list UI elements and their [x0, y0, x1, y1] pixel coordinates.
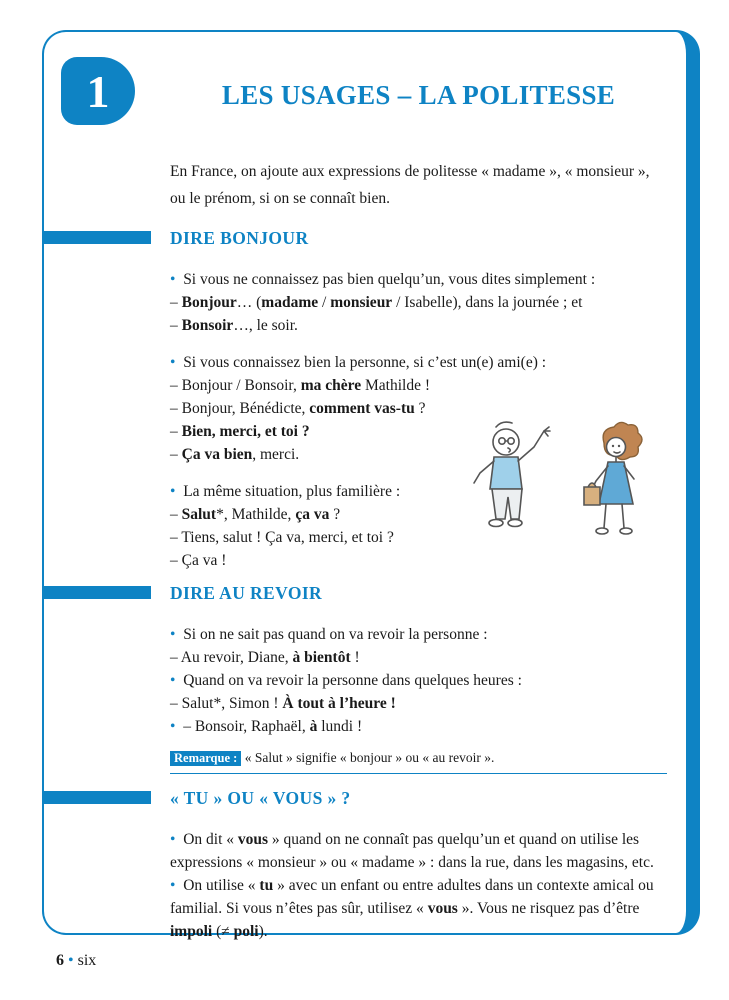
- section-heading-bar: [44, 586, 151, 599]
- remark-label: Remarque :: [170, 751, 241, 766]
- text-line: • On dit « vous » quand on ne connaît pas quelqu’un et quand on utilise les expressions « monsieur » ou « madame » : dans la rue, dans les magasins, etc.: [170, 831, 654, 871]
- bullet-icon: •: [170, 877, 184, 894]
- page-number-word: six: [77, 952, 97, 969]
- text-line: • Quand on va revoir la personne dans quelques heures :: [170, 672, 522, 689]
- text-line: – Bonjour… (madame / monsieur / Isabelle), dans la journée ; et: [170, 294, 583, 311]
- bullet-icon: •: [170, 626, 184, 643]
- chapter-number-tab: [61, 57, 135, 125]
- section-body: [170, 623, 667, 774]
- text-line: – Bonsoir…, le soir.: [170, 317, 298, 334]
- text-line: – Bonjour, Bénédicte, comment vas-tu ?: [170, 400, 426, 417]
- intro-paragraph: En France, on ajoute aux expressions de politesse « madame », « monsieur », ou le prénom, si on se connaît bien.: [170, 163, 650, 207]
- text-line: • On utilise « tu » avec un enfant ou entre adultes dans un contexte amical ou familial. Si vous n’êtes pas sûr, utilisez « vous ». Vous ne risquez pas d’être impoli (≠ poli).: [170, 877, 654, 940]
- bullet-icon: •: [170, 831, 184, 848]
- section-body: [170, 828, 667, 943]
- text-line: – Ça va !: [170, 552, 227, 569]
- bullet-icon: •: [170, 354, 184, 371]
- man-figure: [474, 422, 550, 526]
- text-line: • Si vous connaissez bien la personne, si c’est un(e) ami(e) :: [170, 354, 547, 371]
- section-heading: DIRE BONJOUR: [170, 228, 309, 248]
- text-line: • – Bonsoir, Raphaël, à lundi !: [170, 718, 363, 735]
- bullet-icon: •: [170, 483, 184, 500]
- spacer: [170, 337, 667, 351]
- section-heading: DIRE AU REVOIR: [170, 583, 323, 603]
- text-line: • Si vous ne connaissez pas bien quelqu’un, vous dites simplement :: [170, 271, 596, 288]
- text-line: • La même situation, plus familière :: [170, 483, 401, 500]
- text-line: – Ça va bien, merci.: [170, 446, 300, 463]
- greeting-illustration: [452, 415, 680, 583]
- bullet-icon: •: [170, 672, 184, 689]
- text-line: – Tiens, salut ! Ça va, merci, et toi ?: [170, 529, 394, 546]
- chapter-number: 1: [86, 65, 110, 117]
- section-heading: « TU » OU « VOUS » ?: [170, 788, 351, 808]
- page-number: 6: [56, 952, 64, 969]
- page-title: LES USAGES – LA POLITESSE: [221, 80, 616, 110]
- text-line: – Au revoir, Diane, à bientôt !: [170, 649, 360, 666]
- text-line: – Salut*, Mathilde, ça va ?: [170, 506, 341, 523]
- remark-line: Remarque : « Salut » signifie « bonjour » ou « au revoir ».: [170, 749, 667, 774]
- page-footer: [56, 952, 96, 970]
- section-dire-au-revoir: [0, 583, 729, 774]
- section-heading-bar: [44, 231, 151, 244]
- section-tu-ou-vous: [0, 788, 729, 943]
- bullet-icon: •: [170, 718, 184, 735]
- text-line: – Salut*, Simon ! À tout à l’heure !: [170, 695, 396, 712]
- text-line: • Si on ne sait pas quand on va revoir la personne :: [170, 626, 488, 643]
- section-heading-bar: [44, 791, 151, 804]
- text-line: – Bien, merci, et toi ?: [170, 423, 310, 440]
- footer-bullet-icon: •: [68, 952, 74, 969]
- woman-figure: [584, 422, 642, 534]
- text-line: – Bonjour / Bonsoir, ma chère Mathilde !: [170, 377, 430, 394]
- bullet-icon: •: [170, 271, 184, 288]
